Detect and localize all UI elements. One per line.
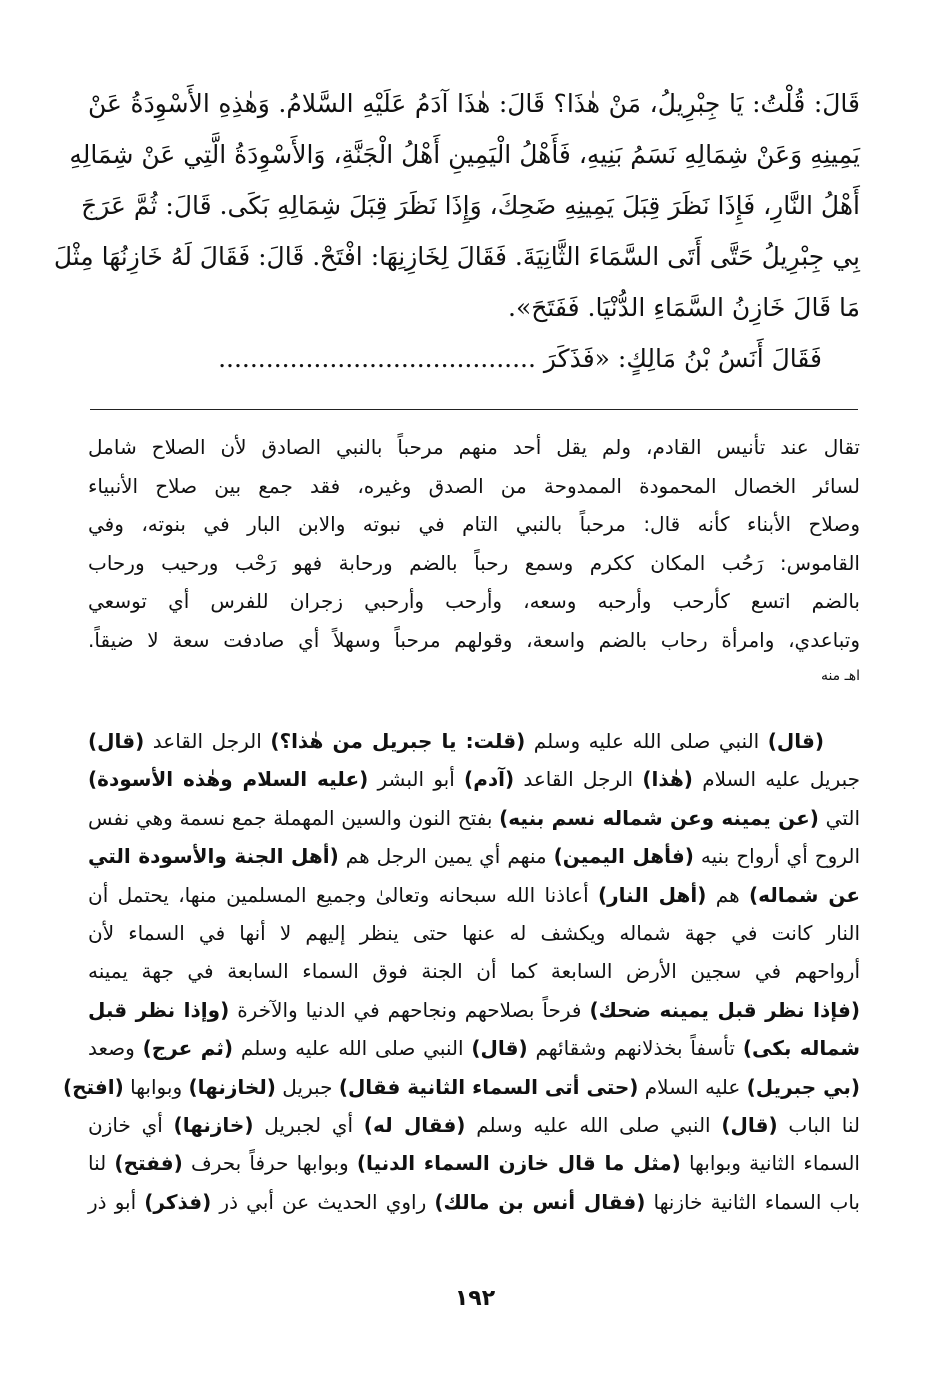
sharh-line: أرواحهم في سجين الأرض السابعة كما أن الجنة فوق السماء السابعة في جهة يمينه bbox=[88, 959, 860, 984]
hashiya-line: تقال عند تأنيس القادم، ولم يقل أحد منهم مرحباً بالنبي الصادق لأن الصلاح شامل bbox=[88, 435, 860, 459]
sharh-line: لنا الباب (قال) النبي صلى الله عليه وسلم (فقال له) أي لجبريل (خازنها) أي خازن bbox=[88, 1113, 860, 1138]
hashiya-line: لسائر الخصال المحمودة الممدوحة من الصدق وغيره، فقد جمع بين صلاح الأنبياء bbox=[88, 473, 860, 498]
hashiya-line: وتباعدي، وامرأة رحاب بالضم واسعة، وقولهم مرحباً وسهلاً أي صادفت سعة لا ضيقاً. bbox=[88, 627, 860, 652]
matn-line: فَقَالَ أَنَسُ بْنُ مَالِكٍ: «فَذَكَرَ ........................................ bbox=[218, 344, 822, 373]
sharh-line: جبريل عليه السلام (هٰذا) الرجل القاعد (آدم) أبو البشر (عليه السلام وهٰذه الأسودة) bbox=[88, 767, 860, 792]
hashiya-line: وصلاح الأبناء كأنه قال: مرحباً بالنبي التام في نبوته والابن البار في بنوته، وفي bbox=[88, 512, 860, 536]
sharh-line: (بي جبريل) عليه السلام (حتى أتى السماء الثانية فقال) جبريل (لخازنها) وبوابها (افتح) bbox=[62, 1074, 860, 1099]
sharh-line: الروح أي أرواح بنيه (فأهل اليمين) منهم أي يمين الرجل هم (أهل الجنة والأسودة التي bbox=[88, 844, 860, 869]
hashiya-source-note: اهـ منه bbox=[820, 668, 860, 684]
sharh-line: عن شماله) هم (أهل النار) أعاذنا الله سبحانه وتعالىٰ وجميع المسلمين منها، يحتمل أن bbox=[88, 882, 860, 907]
matn-line: بِي جِبْرِيلُ حَتَّى أَتَى السَّمَاءَ الثَّانِيَةَ. فَقَالَ لِخَازِنِهَا: افْتَحْ. قَالَ: فَقَالَ لَهُ خَازِنُهَا مِثْلَ bbox=[53, 242, 860, 271]
hashiya-text bbox=[88, 428, 860, 693]
sharh-line: شماله بكى) تأسفاً بخذلانهم وشقائهم (قال) النبي صلى الله عليه وسلم (ثم عرج) وصعد bbox=[88, 1036, 860, 1061]
sharh-line: التي (عن يمينه وعن شماله نسم بنيه) بفتح النون والسين المهملة جمع نسمة وهي نفس bbox=[88, 805, 860, 830]
hashiya-line: بالضم اتسع كأرحب وأرحبه وسعه، وأرحب وأرحبي زجران للفرس أي توسعي bbox=[88, 589, 860, 613]
sharh-text bbox=[62, 722, 861, 1221]
sharh-line: (فإذا نظر قبل يمينه ضحك) فرحاً بصلاحهم ونجاحهم في الدنيا والآخرة (وإذا نظر قبل bbox=[88, 997, 861, 1022]
sharh-line: (قال) النبي صلى الله عليه وسلم (قلت: يا جبريل من هٰذا؟) الرجل القاعد (قال) bbox=[88, 729, 824, 753]
page-number: ١٩٢ bbox=[454, 1286, 496, 1311]
matn-line: أَهْلُ النَّارِ، فَإِذَا نَظَرَ قِبَلَ يَمِينِهِ ضَحِكَ، وَإِذَا نَظَرَ قِبَلَ شِمَالِهِ بَكَى. قَالَ: ثُمَّ عَرَجَ bbox=[81, 191, 860, 220]
matn-text bbox=[53, 78, 860, 384]
matn-line: مَا قَالَ خَازِنُ السَّمَاءِ الدُّنْيَا. فَفَتَحَ». bbox=[508, 293, 860, 322]
section-divider bbox=[90, 409, 858, 410]
sharh-line: باب السماء الثانية خازنها (فقال أنس بن مالك) راوي الحديث عن أبي ذر (فذكر) أبو ذر bbox=[88, 1189, 860, 1214]
sharh-line: السماء الثانية وبوابها (مثل ما قال خازن السماء الدنيا) وبوابها حرفاً بحرف (ففتح) لنا bbox=[88, 1151, 860, 1176]
matn-line: قَالَ: قُلْتُ: يَا جِبْرِيلُ، مَنْ هٰذَا؟ قَالَ: هٰذَا آدَمُ عَلَيْهِ السَّلامُ. وَهٰذِهِ الأَسْوِدَةُ عَنْ bbox=[88, 89, 860, 118]
sharh-line: النار كانت في جهة شماله ويكشف له عنها حتى ينظر إليهم لا أنها في السماء لأن bbox=[88, 921, 860, 946]
hashiya-line: القاموس: رَحُب المكان ككرم وسمع رحباً بالضم ورحابة فهو رَحْب ورحيب ورحاب bbox=[88, 550, 860, 575]
matn-line: يَمِينِهِ وَعَنْ شِمَالِهِ نَسَمُ بَنِيهِ، فَأَهْلُ الْيَمِينِ أَهْلُ الْجَنَّةِ، وَالأَسْوِدَةُ الَّتِي عَنْ شِمَالِهِ bbox=[69, 140, 860, 169]
